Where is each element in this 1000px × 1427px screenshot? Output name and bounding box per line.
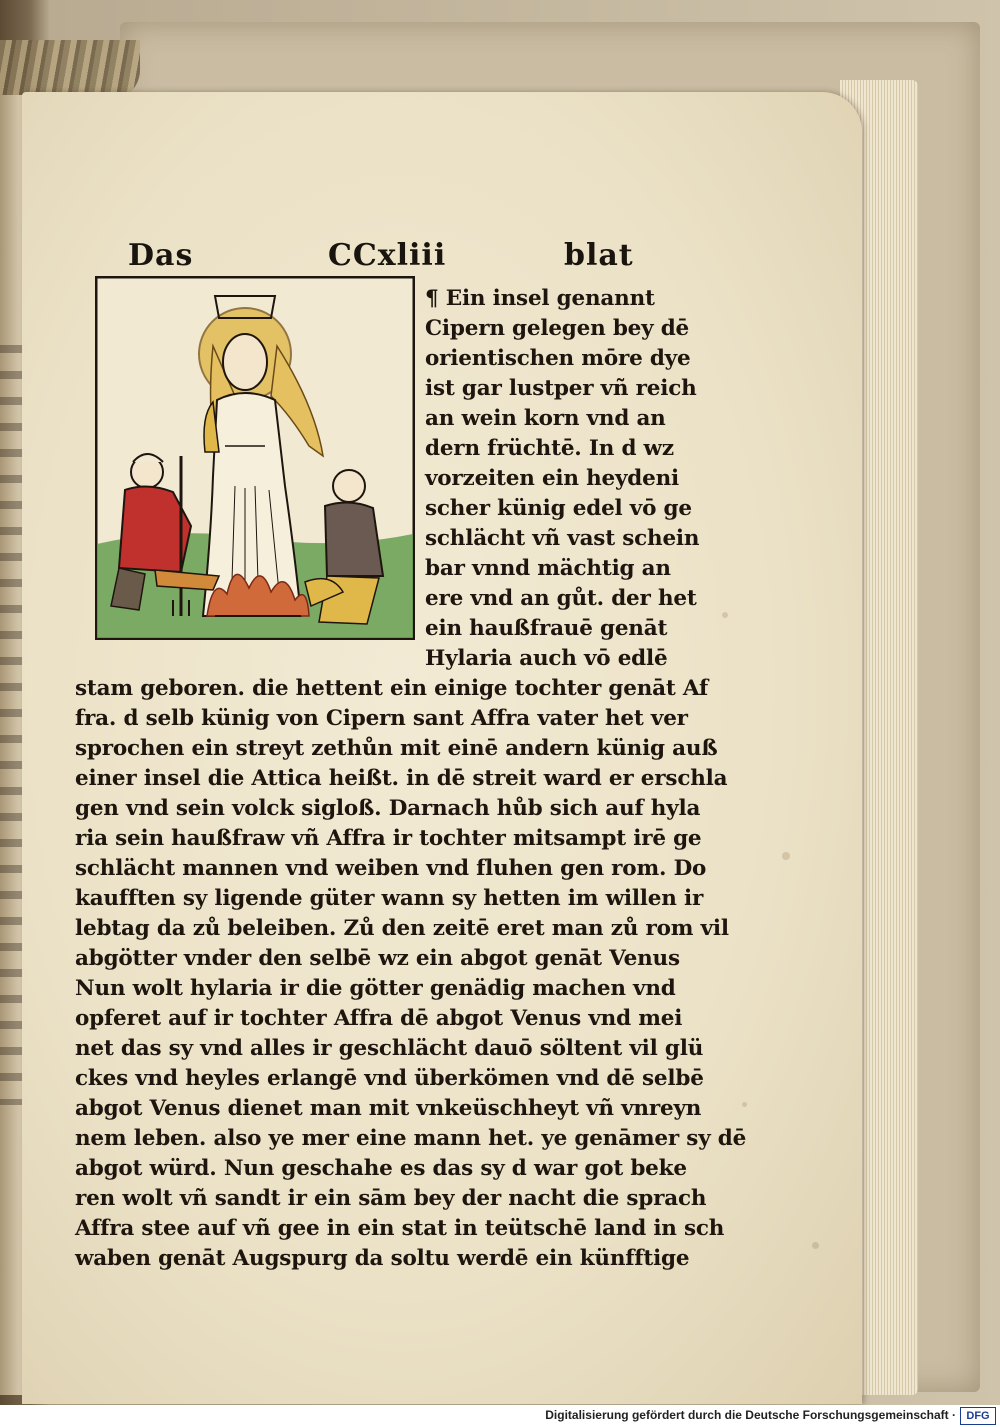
text-line: stam geboren. die hettent ein einige tochter genāt Af (75, 676, 709, 701)
text-line: schlächt vñ vast schein (425, 526, 700, 551)
foxing-spot (812, 1242, 819, 1249)
woodcut-illustration (95, 276, 415, 640)
text-line: ein haußfrauē genāt (425, 616, 668, 641)
text-line: einer insel die Attica heißt. in dē streit ward er erschla (75, 766, 728, 791)
text-line: Nun wolt hylaria ir die götter genädig machen vnd (75, 976, 676, 1001)
text-line: an wein korn vnd an (425, 406, 666, 431)
text-line: abgot Venus dienet man mit vnkeüschheyt vñ vnreyn (75, 1096, 702, 1121)
text-line: sprochen ein streyt zethůn mit einē andern künig auß (75, 736, 718, 761)
text-line: ria sein haußfraw vñ Affra ir tochter mitsampt irē ge (75, 826, 702, 851)
footer-credit: Digitalisierung gefördert durch die Deutsche Forschungsgemeinschaft · (545, 1408, 956, 1422)
text-line: ¶ Ein insel genannt (425, 286, 655, 311)
book-spine-edge (0, 40, 140, 100)
text-line: kaufften sy ligende güter wann sy hetten im willen ir (75, 886, 704, 911)
text-line: bar vnnd mächtig an (425, 556, 671, 581)
foxing-spot (782, 852, 790, 860)
text-line: Hylaria auch vō edlē (425, 646, 668, 671)
page-header (120, 238, 660, 278)
foxing-spot (742, 1102, 747, 1107)
header-right: blat (564, 238, 634, 273)
text-line: dern früchtē. In d wz (425, 436, 674, 461)
text-line: ren wolt vñ sandt ir ein sām bey der nacht die sprach (75, 1186, 707, 1211)
text-line: orientischen mōre dye (425, 346, 691, 371)
text-line: abgot würd. Nun geschahe es das sy d war got beke (75, 1156, 687, 1181)
folio-number: CCxliii (328, 238, 447, 273)
dfg-logo: DFG (960, 1407, 996, 1425)
text-line: Affra stee auf vñ gee in ein stat in teütschē land in sch (75, 1216, 725, 1241)
text-line: abgötter vnder den selbē wz ein abgot genāt Venus (75, 946, 680, 971)
text-line: schlächt mannen vnd weiben vnd fluhen gen rom. Do (75, 856, 707, 881)
text-line: gen vnd sein volck sigloß. Darnach hůb sich auf hyla (75, 796, 701, 821)
header-left: Das (128, 238, 194, 273)
text-line: nem leben. also ye mer eine mann het. ye genāmer sy dē (75, 1126, 747, 1151)
text-line: Cipern gelegen bey dē (425, 316, 690, 341)
saint-afra-woodcut (95, 276, 415, 640)
text-line: vorzeiten ein heydeni (425, 466, 680, 491)
text-line: fra. d selb künig von Cipern sant Affra vater het ver (75, 706, 688, 731)
text-line: ckes vnd heyles erlangē vnd überkömen vnd dē selbē (75, 1066, 704, 1091)
text-line: net das sy vnd alles ir geschlächt dauō söltent vil glü (75, 1036, 704, 1061)
text-line: lebtag da zů beleiben. Zů den zeitē eret man zů rom vil (75, 916, 729, 941)
text-line: opferet auf ir tochter Affra dē abgot Venus vnd mei (75, 1006, 683, 1031)
foxing-spot (722, 612, 728, 618)
text-line: ist gar lustper vñ reich (425, 376, 697, 401)
text-line: scher künig edel vō ge (425, 496, 692, 521)
text-line: ere vnd an gůt. der het (425, 586, 697, 611)
text-line: waben genāt Augspurg da soltu werdē ein künfftige (75, 1246, 690, 1271)
